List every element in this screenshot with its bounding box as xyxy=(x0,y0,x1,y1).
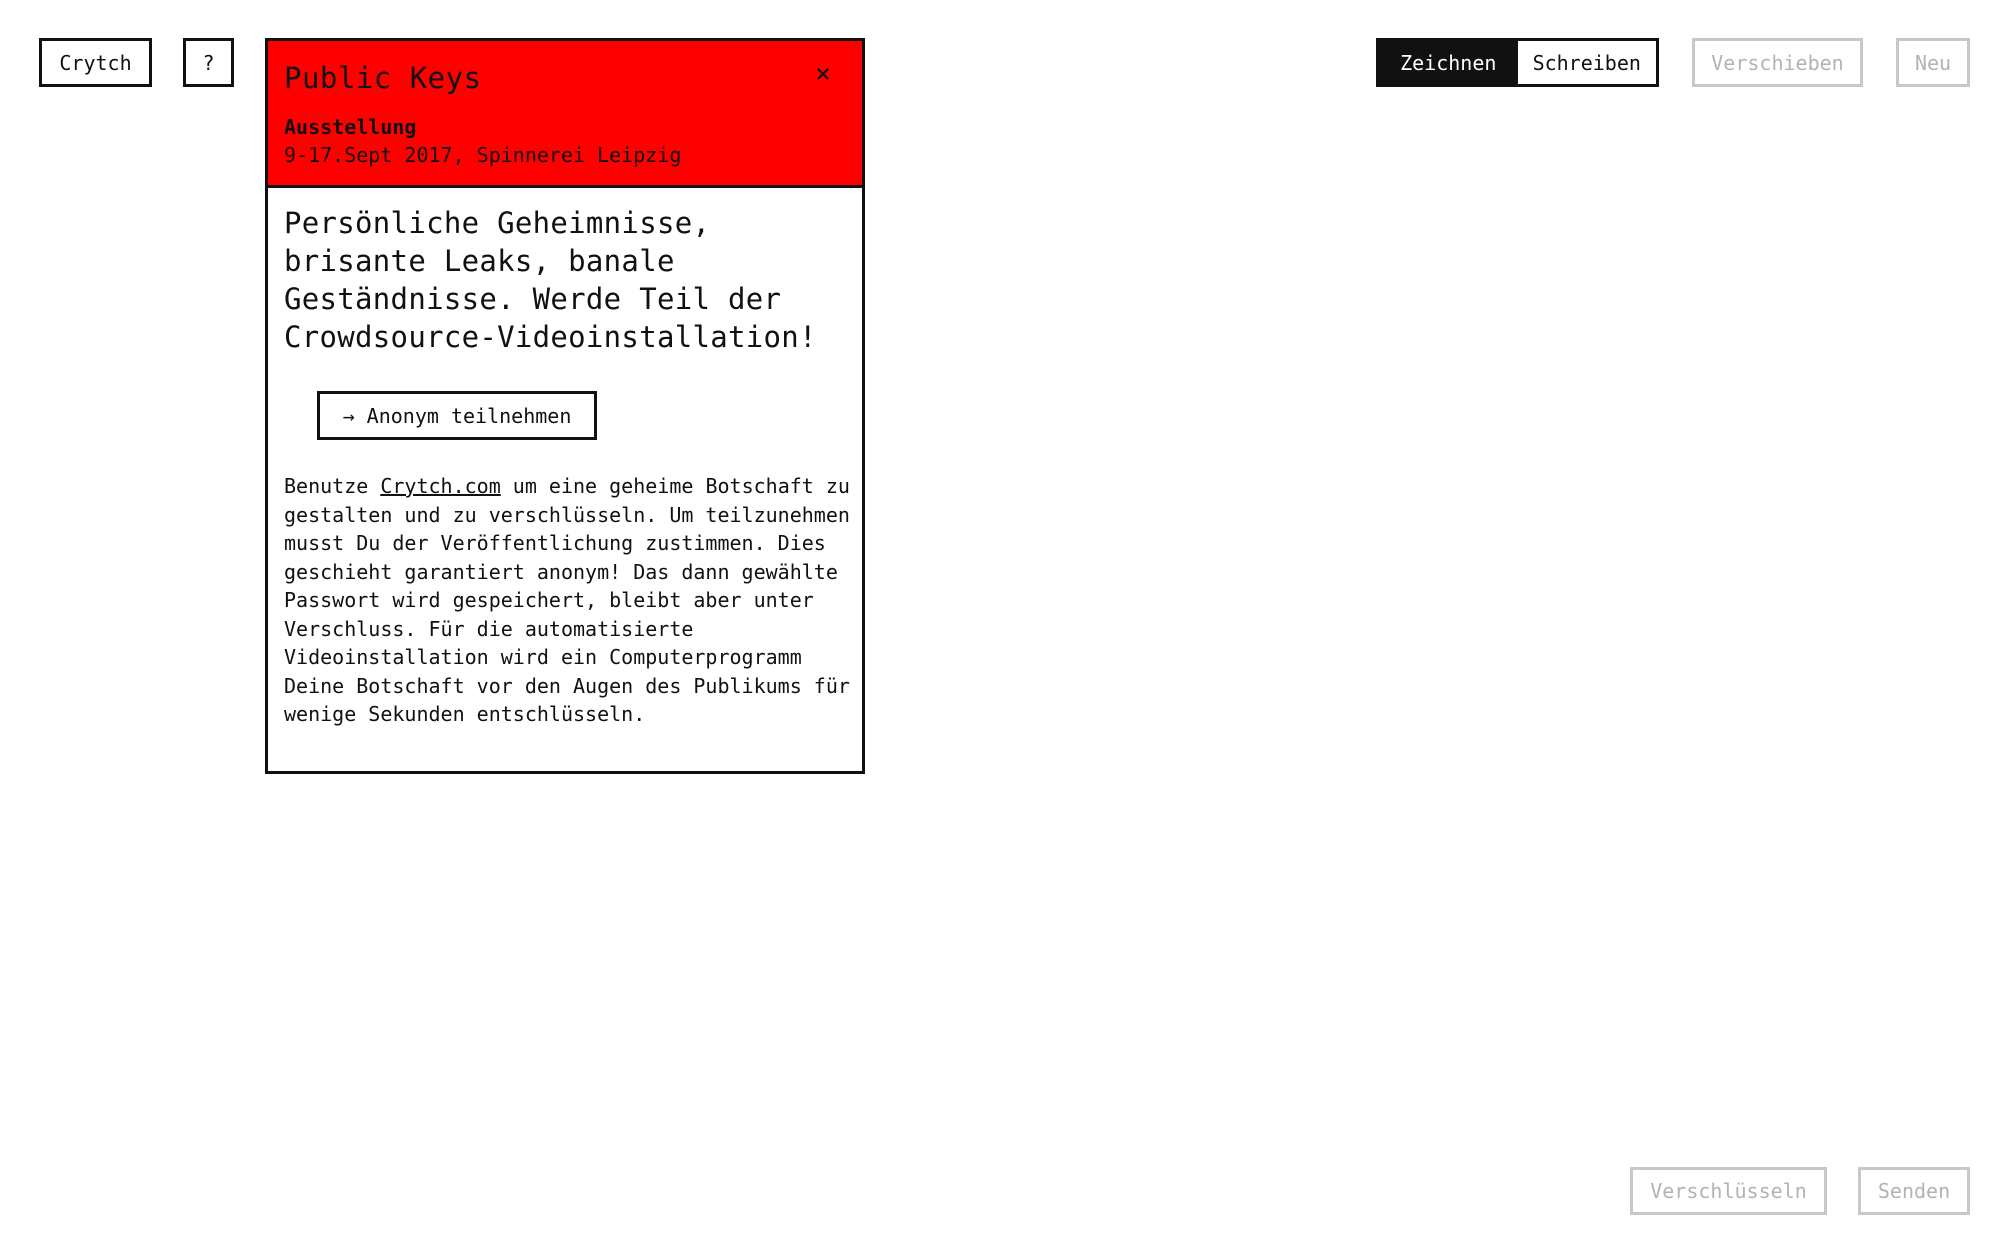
event-date: 9-17.Sept 2017, Spinnerei Leipzig xyxy=(284,143,682,167)
encrypt-button[interactable]: Verschlüsseln xyxy=(1630,1167,1827,1215)
mode-toggle xyxy=(1376,38,1659,87)
dialog-header xyxy=(268,41,862,188)
description-prefix: Benutze xyxy=(284,474,381,498)
crytch-link[interactable]: Crytch.com xyxy=(380,474,501,498)
close-icon[interactable]: × xyxy=(815,59,831,89)
new-button[interactable]: Neu xyxy=(1896,38,1970,87)
write-mode-tab[interactable]: Schreiben xyxy=(1532,50,1641,75)
dialog-description xyxy=(284,472,854,729)
participate-anonymously-button[interactable] xyxy=(317,391,597,440)
draw-mode-tab[interactable]: Zeichnen xyxy=(1379,41,1518,84)
dialog-title: Public Keys xyxy=(284,61,482,95)
crytch-home-button[interactable]: Crytch xyxy=(39,38,152,87)
event-label: Ausstellung xyxy=(284,115,417,139)
dialog-headline: Persönliche Geheimnisse, brisante Leaks, banale Geständnisse. Werde Teil der Crowdsource-Videoinstallation! xyxy=(284,206,817,354)
help-button[interactable]: ? xyxy=(183,38,234,87)
move-button[interactable]: Verschieben xyxy=(1692,38,1863,87)
participate-button-label: Anonym teilnehmen xyxy=(366,403,572,428)
description-text: um eine geheime Botschaft zu gestalten und zu verschlüsseln. Um teilzunehmen musst Du der Veröffentlichung zustimmen. Dies geschieht garantiert anonym! Das dann gewählte Passwort wird gespeichert, bleibt aber unter Verschluss. Für die automatisierte Videoinstallation wird ein Computerprogramm Deine Botschaft vor den Augen des Publikums für wenige Sekunden entschlüsseln. xyxy=(284,474,850,726)
send-button[interactable]: Senden xyxy=(1858,1167,1970,1215)
public-keys-dialog xyxy=(265,38,865,774)
arrow-right-icon: → xyxy=(342,403,355,428)
